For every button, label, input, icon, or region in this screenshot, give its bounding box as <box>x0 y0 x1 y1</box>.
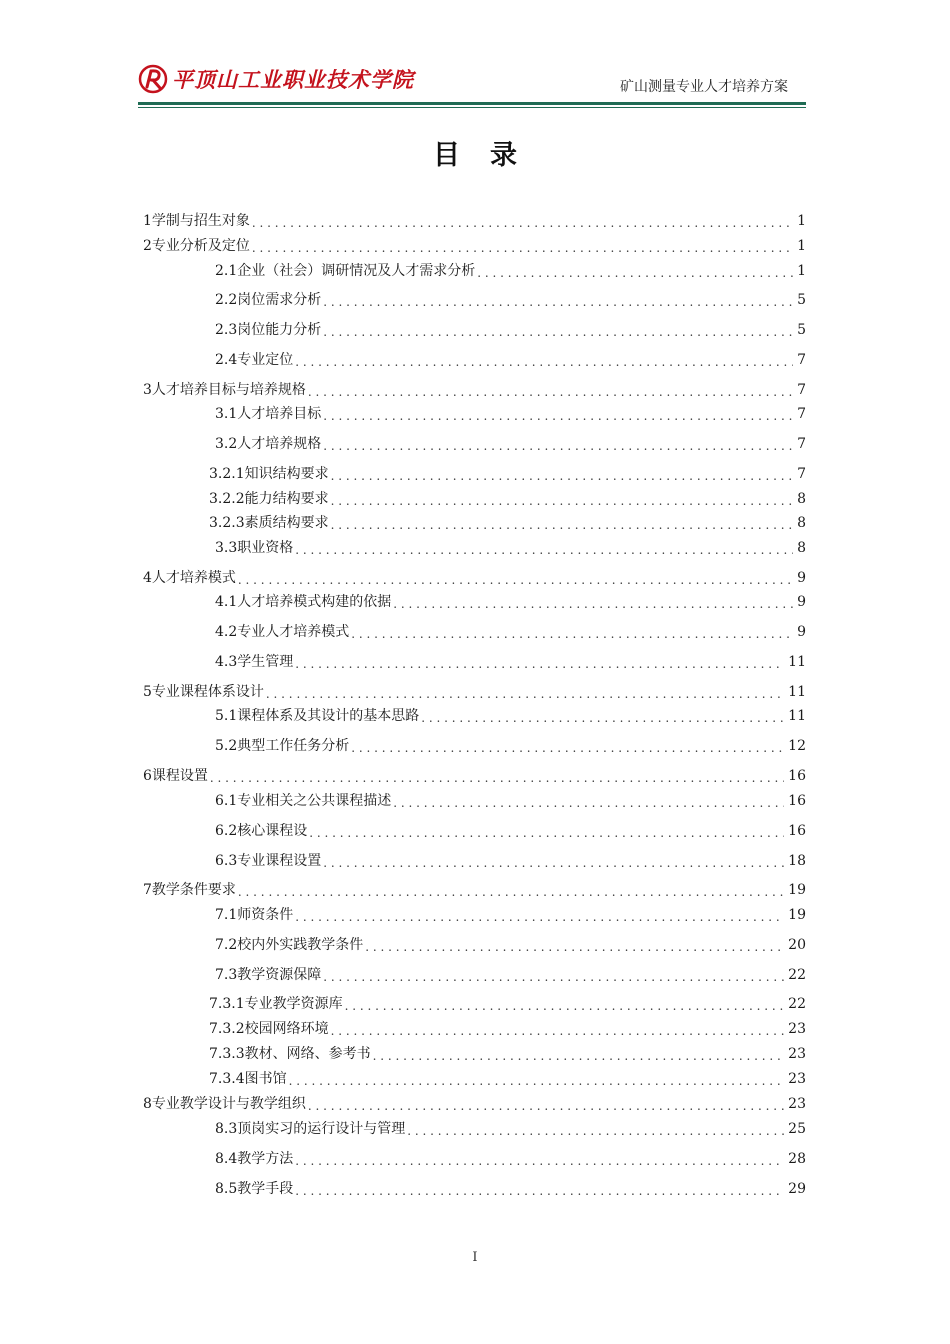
toc-entry-label: 3.1人才培养目标 <box>215 406 322 422</box>
toc-entry-page: 19 <box>788 882 806 898</box>
toc-entry-page: 11 <box>788 684 806 700</box>
toc-entry-label: 6课程设置 <box>143 768 208 784</box>
toc-entry-page: 1 <box>797 238 806 254</box>
toc-entry-label: 3人才培养目标与培养规格 <box>143 382 306 398</box>
school-emblem-icon <box>138 64 168 94</box>
school-name: 平顶山工业职业技术学院 <box>172 68 414 92</box>
toc-entry[interactable] <box>215 1149 806 1169</box>
toc-entry-page: 5 <box>797 322 806 338</box>
toc-heading: 目录 <box>433 140 547 171</box>
toc-entry[interactable] <box>143 236 806 256</box>
toc-entry-page: 16 <box>788 768 806 784</box>
toc-entry-label: 4.1人才培养模式构建的依据 <box>215 594 392 610</box>
toc-entry[interactable] <box>215 965 806 985</box>
toc-entry-page: 16 <box>788 823 806 839</box>
toc-entry-label: 7.3教学资源保障 <box>215 967 322 983</box>
header-rule-thick <box>138 102 806 105</box>
toc-entry-label: 7.3.1专业教学资源库 <box>209 996 343 1012</box>
toc-entry-page: 23 <box>788 1046 806 1062</box>
toc-dot-leader <box>393 596 793 612</box>
toc-dot-leader <box>238 572 793 588</box>
toc-entry-page: 23 <box>788 1021 806 1037</box>
toc-dot-leader <box>308 1098 784 1114</box>
toc-entry-page: 7 <box>797 406 806 422</box>
toc-entry-label: 3.2.2能力结构要求 <box>209 491 329 507</box>
toc-entry-label: 5.2典型工作任务分析 <box>215 738 350 754</box>
toc-entry[interactable] <box>215 1119 806 1139</box>
toc-entry-page: 7 <box>797 466 806 482</box>
toc-entry-label: 7.3.2校园网络环境 <box>209 1021 329 1037</box>
toc-entry-page: 11 <box>788 708 806 724</box>
document-title: 矿山测量专业人才培养方案 <box>620 79 788 95</box>
toc-entry[interactable] <box>143 1094 806 1114</box>
toc-entry-page: 16 <box>788 793 806 809</box>
toc-dot-leader <box>331 517 793 533</box>
toc-entry-label: 6.1专业相关之公共课程描述 <box>215 793 392 809</box>
toc-dot-leader <box>351 740 784 756</box>
toc-entry[interactable] <box>215 434 806 454</box>
toc-entry[interactable] <box>215 652 806 672</box>
toc-entry-page: 1 <box>797 263 806 279</box>
toc-entry-label: 7.3.4图书馆 <box>209 1071 287 1087</box>
toc-entry-label: 4.2专业人才培养模式 <box>215 624 350 640</box>
toc-dot-leader <box>373 1048 785 1064</box>
toc-entry-label: 5专业课程体系设计 <box>143 684 264 700</box>
toc-entry[interactable] <box>143 211 806 231</box>
toc-entry[interactable] <box>209 994 806 1014</box>
toc-entry-label: 7.3.3教材、网络、参考书 <box>209 1046 371 1062</box>
toc-dot-leader <box>331 1023 785 1039</box>
toc-entry-label: 8.4教学方法 <box>215 1151 294 1167</box>
toc-entry[interactable] <box>215 706 806 726</box>
toc-dot-leader <box>252 240 793 256</box>
toc-entry[interactable] <box>215 622 806 642</box>
toc-dot-leader <box>323 438 793 454</box>
toc-entry-page: 8 <box>797 515 806 531</box>
toc-entry[interactable] <box>215 290 806 310</box>
toc-dot-leader <box>345 998 785 1014</box>
toc-dot-leader <box>323 855 784 871</box>
toc-entry-page: 22 <box>788 967 806 983</box>
header-rule-thin <box>138 107 806 108</box>
toc-dot-leader <box>331 468 793 484</box>
toc-entry-label: 3.2人才培养规格 <box>215 436 322 452</box>
toc-dot-leader <box>295 656 784 672</box>
toc-dot-leader <box>407 1123 784 1139</box>
toc-dot-leader <box>477 265 793 281</box>
toc-entry-label: 3.2.3素质结构要求 <box>209 515 329 531</box>
toc-entry-label: 7教学条件要求 <box>143 882 236 898</box>
toc-entry-page: 7 <box>797 352 806 368</box>
toc-dot-leader <box>393 795 784 811</box>
toc-entry[interactable] <box>209 1019 806 1039</box>
toc-entry-page: 9 <box>797 594 806 610</box>
toc-entry[interactable] <box>209 464 806 484</box>
toc-entry-label: 2.4专业定位 <box>215 352 294 368</box>
page-number: I <box>472 1250 478 1265</box>
toc-dot-leader <box>289 1073 785 1089</box>
toc-dot-leader <box>295 1183 784 1199</box>
toc-entry[interactable] <box>209 1044 806 1064</box>
toc-dot-leader <box>323 408 793 424</box>
toc-entry[interactable] <box>215 736 806 756</box>
toc-entry[interactable] <box>209 513 806 533</box>
toc-entry[interactable] <box>215 592 806 612</box>
toc-entry-label: 8专业教学设计与教学组织 <box>143 1096 306 1112</box>
toc-dot-leader <box>238 884 784 900</box>
toc-entry[interactable] <box>215 791 806 811</box>
toc-dot-leader <box>365 939 784 955</box>
toc-dot-leader <box>295 909 784 925</box>
toc-entry-page: 18 <box>788 853 806 869</box>
toc-dot-leader <box>309 825 784 841</box>
toc-entry-label: 4人才培养模式 <box>143 570 236 586</box>
toc-entry[interactable] <box>215 1179 806 1199</box>
page-header <box>138 62 806 110</box>
toc-entry[interactable] <box>143 380 806 400</box>
toc-entry-label: 1学制与招生对象 <box>143 213 250 229</box>
toc-entry-label: 5.1课程体系及其设计的基本思路 <box>215 708 420 724</box>
toc-entry[interactable] <box>215 320 806 340</box>
toc-entry-page: 25 <box>788 1121 806 1137</box>
toc-entry[interactable] <box>215 404 806 424</box>
toc-dot-leader <box>351 626 793 642</box>
toc-dot-leader <box>266 686 784 702</box>
toc-dot-leader <box>323 969 784 985</box>
toc-entry[interactable] <box>143 568 806 588</box>
toc-entry-label: 7.2校内外实践教学条件 <box>215 937 364 953</box>
toc-entry-label: 4.3学生管理 <box>215 654 294 670</box>
toc-entry-page: 22 <box>788 996 806 1012</box>
toc-dot-leader <box>308 384 793 400</box>
toc-dot-leader <box>331 493 793 509</box>
toc-entry-page: 9 <box>797 570 806 586</box>
toc-dot-leader <box>295 1153 784 1169</box>
toc-dot-leader <box>210 770 784 786</box>
toc-entry-page: 28 <box>788 1151 806 1167</box>
toc-dot-leader <box>295 354 793 370</box>
toc-entry-label: 8.3顶岗实习的运行设计与管理 <box>215 1121 406 1137</box>
toc-dot-leader <box>323 294 793 310</box>
toc-entry-page: 8 <box>797 540 806 556</box>
toc-entry-label: 2.3岗位能力分析 <box>215 322 322 338</box>
toc-entry-page: 20 <box>788 937 806 953</box>
toc-entry[interactable] <box>215 935 806 955</box>
toc-entry[interactable] <box>209 1069 806 1089</box>
toc-entry[interactable] <box>215 261 806 281</box>
toc-entry-page: 23 <box>788 1071 806 1087</box>
toc-entry-label: 8.5教学手段 <box>215 1181 294 1197</box>
toc-entry[interactable] <box>215 350 806 370</box>
toc-entry-page: 19 <box>788 907 806 923</box>
toc-entry-page: 8 <box>797 491 806 507</box>
toc-entry[interactable] <box>143 880 806 900</box>
toc-entry-label: 3.3职业资格 <box>215 540 294 556</box>
school-logo <box>138 64 414 94</box>
toc-entry-page: 29 <box>788 1181 806 1197</box>
toc-entry[interactable] <box>215 905 806 925</box>
toc-dot-leader <box>252 215 793 231</box>
toc-entry[interactable] <box>143 682 806 702</box>
toc-entry-label: 6.3专业课程设置 <box>215 853 322 869</box>
toc-dot-leader <box>295 542 793 558</box>
toc-entry-page: 7 <box>797 382 806 398</box>
toc-entry-label: 2.2岗位需求分析 <box>215 292 322 308</box>
toc-entry-page: 23 <box>788 1096 806 1112</box>
toc-entry-page: 7 <box>797 436 806 452</box>
toc-entry-page: 5 <box>797 292 806 308</box>
toc-entry[interactable] <box>215 538 806 558</box>
toc-entry-label: 7.1师资条件 <box>215 907 294 923</box>
toc-entry-page: 1 <box>797 213 806 229</box>
toc-entry-label: 3.2.1知识结构要求 <box>209 466 329 482</box>
toc-entry[interactable] <box>143 766 806 786</box>
toc-dot-leader <box>421 710 784 726</box>
toc-entry[interactable] <box>215 821 806 841</box>
toc-dot-leader <box>323 324 793 340</box>
toc-entry[interactable] <box>215 851 806 871</box>
toc-entry-label: 2.1企业（社会）调研情况及人才需求分析 <box>215 263 476 279</box>
toc-entry-page: 12 <box>788 738 806 754</box>
toc-entry[interactable] <box>209 489 806 509</box>
toc-entry-page: 11 <box>788 654 806 670</box>
toc-entry-label: 2专业分析及定位 <box>143 238 250 254</box>
toc-entry-label: 6.2核心课程设 <box>215 823 308 839</box>
toc-entry-page: 9 <box>797 624 806 640</box>
